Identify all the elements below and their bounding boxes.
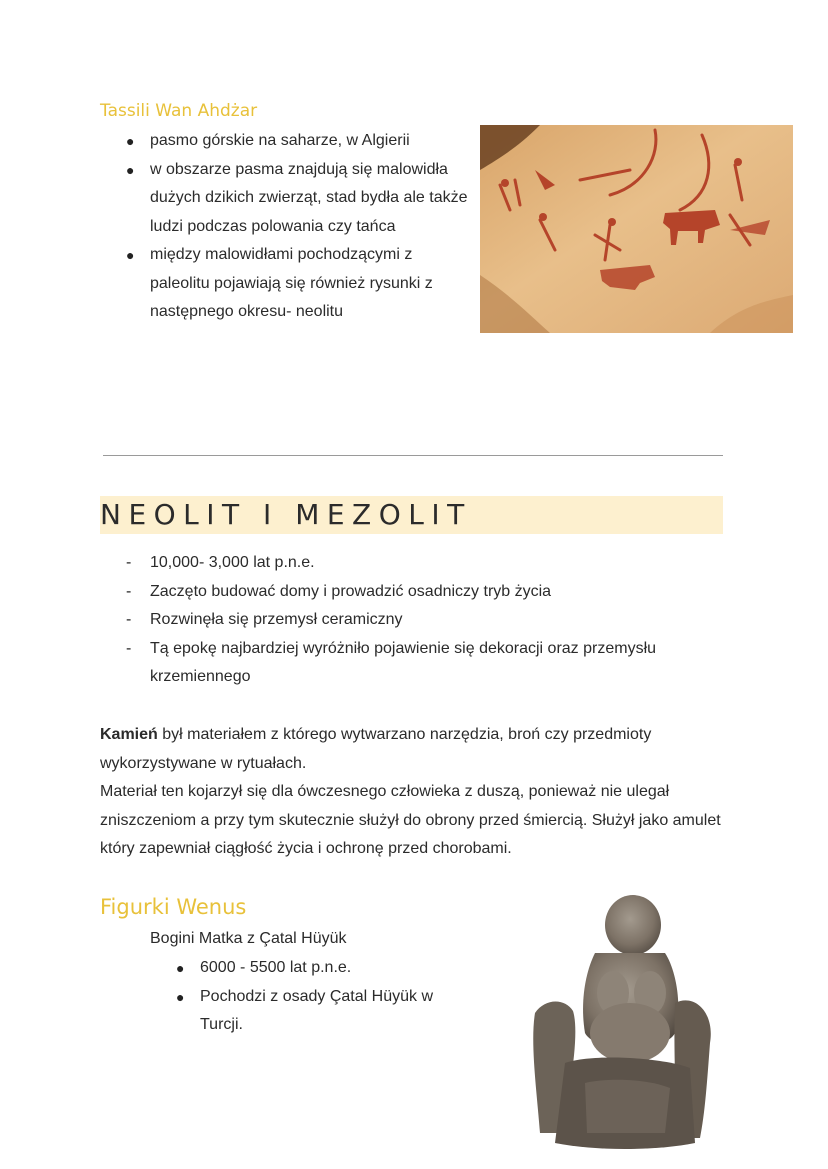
figurine-image [525, 893, 725, 1155]
rock-painting-image [480, 125, 793, 333]
seated-goddess-icon [525, 893, 725, 1155]
neolit-dash-list [126, 549, 730, 692]
bullet-dot-icon: ● [126, 133, 135, 149]
section-divider [103, 455, 723, 456]
bullet-dot-icon: ● [126, 247, 135, 263]
bullet-dot-icon: ● [176, 960, 185, 976]
stone-bold-word: Kamień [100, 726, 158, 743]
list-item: ● 6000 - 5500 lat p.n.e. [200, 954, 480, 983]
bullet-dot-icon: ● [176, 988, 185, 1005]
list-item: ● między malowidłami pochodzącymi z paleolitu pojawiają się również rysunki z następnego okresu- neolitu [150, 241, 472, 327]
list-item: - Zaczęto budować domy i prowadzić osadniczy tryb życia [150, 578, 730, 607]
dash-marker: - [126, 611, 132, 628]
dash-marker: - [126, 639, 132, 657]
rock-painting-icon [480, 125, 793, 333]
stone-paragraph-2: Materiał ten kojarzył się dla ówczesnego człowieka z duszą, ponieważ nie ulegał zniszczeniom a przy tym skutecznie służył do obrony przed śmiercią. Służył jako amulet który zapewniał ciągłość życia i ochronę przed chorobami. [100, 783, 721, 857]
tassili-bullet-list [126, 127, 472, 327]
tassili-heading: Tassili Wan Ahdżar [100, 101, 258, 121]
venus-subheading: Bogini Matka z Çatal Hüyük [150, 930, 347, 947]
venus-bullet-list [176, 954, 480, 1040]
list-item: - Tą epokę najbardziej wyróżniło pojawienie się dekoracji oraz przemysłu krzemiennego [150, 635, 730, 692]
list-item: - 10,000- 3,000 lat p.n.e. [150, 549, 730, 578]
list-item: ● pasmo górskie na saharze, w Algierii [150, 127, 472, 156]
stone-paragraph: Kamień był materiałem z którego wytwarzano narzędzia, broń czy przedmioty wykorzystywane w rytuałach. Materiał ten kojarzył się dla ówczesnego człowieka z duszą, ponieważ nie ulegał zniszczeniom a przy tym skutecznie służył do obrony przed śmiercią. Służył jako amulet który zapewniał ciągłość życia i ochronę przed chorobami. [100, 726, 721, 857]
section-title: NEOLIT I MEZOLIT [100, 498, 472, 531]
dash-marker: - [126, 554, 132, 571]
dash-marker: - [126, 582, 132, 600]
bullet-dot-icon: ● [126, 161, 135, 178]
list-item: - Rozwinęła się przemysł ceramiczny [150, 606, 730, 635]
list-item: ● w obszarze pasma znajdują się malowidła dużych dzikich zwierząt, stad bydła ale także ludzi podczas polowania czy tańca [150, 156, 472, 242]
venus-heading: Figurki Wenus [100, 895, 247, 919]
list-item: ● Pochodzi z osady Çatal Hüyük w Turcji. [200, 983, 480, 1040]
